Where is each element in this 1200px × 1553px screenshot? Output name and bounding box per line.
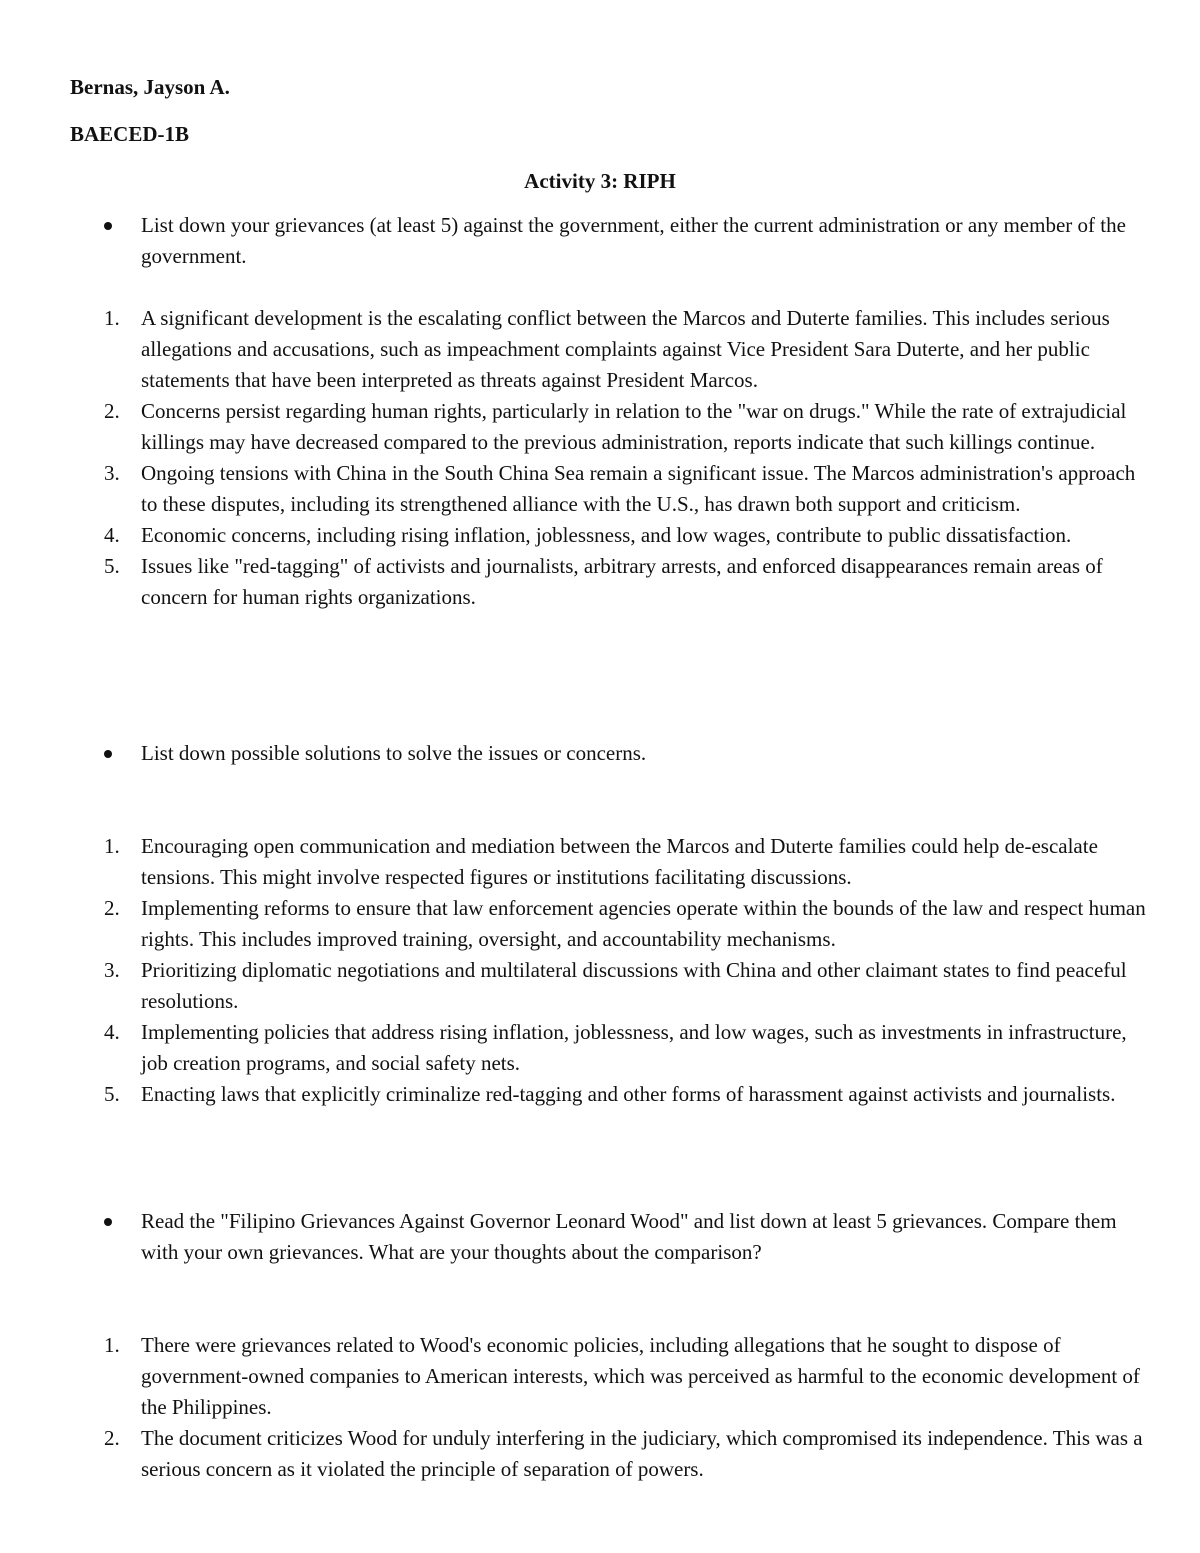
item-text: Ongoing tensions with China in the South China Sea remain a significant issue. The Marcos administration's approach to these disputes, including its strengthened alliance with the U.S., has drawn both support and criticism. [141, 461, 1136, 516]
section1-prompt-text: List down your grievances (at least 5) against the government, either the current administration or any member of the government. [141, 213, 1126, 268]
item-number: 2. [104, 399, 120, 423]
solutions-list [70, 831, 1150, 1110]
section3-prompt-text: Read the "Filipino Grievances Against Governor Leonard Wood" and list down at least 5 grievances. Compare them with your own grievances. What are your thoughts about the comparison? [141, 1209, 1117, 1264]
item-text: Enacting laws that explicitly criminalize red-tagging and other forms of harassment against activists and journalists. [141, 1082, 1116, 1106]
grievances-list [70, 303, 1150, 613]
list-item [70, 1079, 1150, 1110]
list-item [70, 458, 1150, 520]
item-text: Concerns persist regarding human rights, particularly in relation to the "war on drugs." While the rate of extrajudicial killings may have decreased compared to the previous administration, reports indicate that such killings continue. [141, 399, 1127, 454]
item-number: 2. [104, 1426, 120, 1450]
wood-grievances-list [70, 1330, 1150, 1485]
item-text: Prioritizing diplomatic negotiations and multilateral discussions with China and other claimant states to find peaceful resolutions. [141, 958, 1127, 1013]
item-number: 4. [104, 1020, 120, 1044]
item-text: Issues like "red-tagging" of activists and journalists, arbitrary arrests, and enforced disappearances remain areas of concern for human rights organizations. [141, 554, 1103, 609]
item-number: 3. [104, 958, 120, 982]
item-number: 5. [104, 1082, 120, 1106]
course-code: BAECED-1B [70, 122, 190, 146]
item-text: Economic concerns, including rising inflation, joblessness, and low wages, contribute to public dissatisfaction. [141, 523, 1072, 547]
list-item [70, 831, 1150, 893]
item-number: 3. [104, 461, 120, 485]
bullet-icon [104, 1218, 112, 1226]
item-number: 4. [104, 523, 120, 547]
bullet-icon [104, 222, 112, 230]
item-number: 2. [104, 896, 120, 920]
activity-title: Activity 3: RIPH [524, 169, 676, 193]
list-item [70, 955, 1150, 1017]
item-text: A significant development is the escalating conflict between the Marcos and Duterte families. This includes serious allegations and accusations, such as impeachment complaints against Vice President Sara Duterte, and her public statements that have been interpreted as threats against President Marcos. [141, 306, 1110, 392]
bullet-icon [104, 750, 112, 758]
list-item [70, 520, 1150, 551]
student-name: Bernas, Jayson A. [70, 75, 230, 99]
item-number: 1. [104, 1333, 120, 1357]
list-item [70, 303, 1150, 396]
list-item [70, 1017, 1150, 1079]
item-text: Encouraging open communication and mediation between the Marcos and Duterte families could help de-escalate tensions. This might involve respected figures or institutions facilitating discussions. [141, 834, 1098, 889]
item-number: 1. [104, 834, 120, 858]
item-number: 1. [104, 306, 120, 330]
item-text: The document criticizes Wood for unduly interfering in the judiciary, which compromised its independence. This was a serious concern as it violated the principle of separation of powers. [141, 1426, 1143, 1481]
list-item [70, 396, 1150, 458]
item-number: 5. [104, 554, 120, 578]
item-text: Implementing policies that address rising inflation, joblessness, and low wages, such as investments in infrastructure, job creation programs, and social safety nets. [141, 1020, 1127, 1075]
item-text: Implementing reforms to ensure that law enforcement agencies operate within the bounds of the law and respect human rights. This includes improved training, oversight, and accountability mechanisms. [141, 896, 1146, 951]
list-item [70, 1330, 1150, 1423]
list-item [70, 893, 1150, 955]
list-item [70, 1423, 1150, 1485]
list-item [70, 551, 1150, 613]
section2-prompt-text: List down possible solutions to solve the issues or concerns. [141, 741, 647, 765]
item-text: There were grievances related to Wood's economic policies, including allegations that he sought to dispose of government-owned companies to American interests, which was perceived as harmful to the economic development of the Philippines. [141, 1333, 1140, 1419]
